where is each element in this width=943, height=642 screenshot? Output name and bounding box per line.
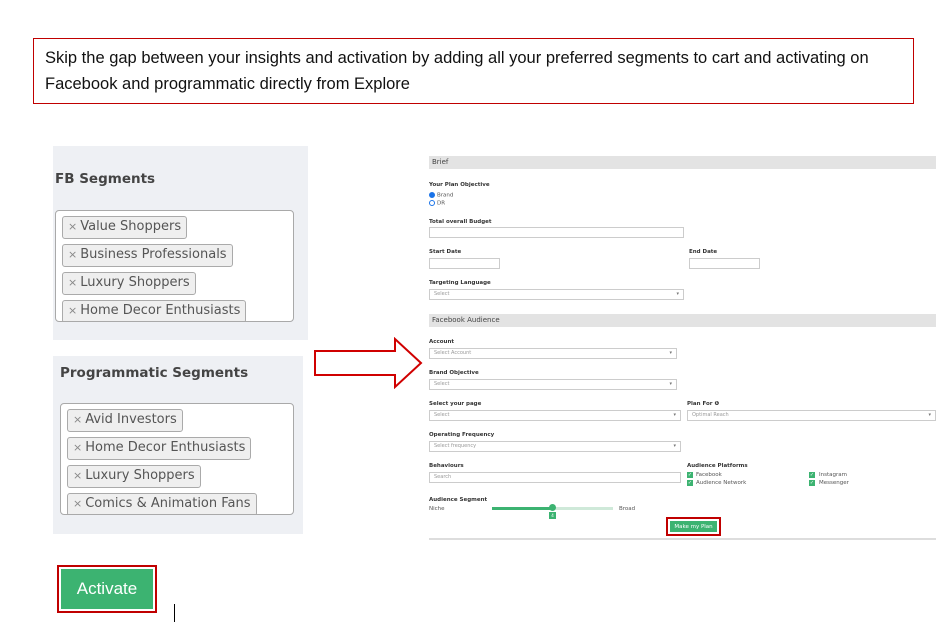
right-arrow-icon — [313, 337, 425, 389]
objective-option-brand[interactable] — [429, 192, 453, 199]
activate-button[interactable]: Activate — [61, 569, 153, 609]
plan-for-text: Plan For — [687, 401, 713, 407]
fb-segments-title: FB Segments — [55, 171, 156, 187]
account-select[interactable] — [429, 348, 677, 359]
info-icon[interactable]: ❶ — [714, 401, 720, 407]
objective-option-label: Brand — [437, 192, 454, 199]
chevron-down-icon: ▾ — [669, 381, 672, 387]
chevron-down-icon: ▾ — [673, 412, 676, 418]
programmatic-segment-tag — [67, 465, 201, 488]
select-value: Optimal Reach — [692, 412, 729, 418]
programmatic-segment-tag — [67, 437, 251, 460]
programmatic-segments-tag-box[interactable] — [60, 403, 294, 515]
audience-platforms-label: Audience Platforms — [687, 463, 748, 469]
plan-form — [429, 155, 936, 540]
objective-option-dr[interactable] — [429, 200, 445, 207]
platform-audience-network-label: Audience Network — [696, 480, 747, 486]
fb-segment-tag — [62, 272, 196, 295]
select-value: Select — [434, 412, 450, 418]
remove-tag-icon[interactable]: × — [73, 497, 83, 510]
operating-frequency-label: Operating Frequency — [429, 432, 495, 438]
total-budget-label: Total overall Budget — [429, 219, 492, 225]
select-value: Select — [434, 291, 450, 297]
checkbox-checked-icon[interactable]: ✓ — [687, 472, 693, 478]
broad-label: Broad — [619, 506, 636, 512]
plan-for-select[interactable] — [687, 410, 936, 421]
brand-objective-select[interactable] — [429, 379, 677, 390]
remove-tag-icon[interactable]: × — [68, 248, 78, 261]
remove-tag-icon[interactable]: × — [73, 441, 83, 454]
checkbox-checked-icon[interactable]: ✓ — [809, 480, 815, 486]
checkbox-checked-icon[interactable]: ✓ — [687, 480, 693, 486]
plan-objective-label: Your Plan Objective — [429, 182, 490, 188]
remove-tag-icon[interactable]: × — [68, 276, 78, 289]
platform-instagram-label: Instagram — [819, 472, 847, 478]
tag-label: Value Shoppers — [80, 219, 182, 234]
start-date-label: Start Date — [429, 249, 462, 255]
programmatic-segment-tag — [67, 409, 183, 432]
brand-objective-label: Brand Objective — [429, 370, 479, 376]
end-date-label: End Date — [689, 249, 718, 255]
operating-frequency-select[interactable] — [429, 441, 681, 452]
platform-facebook-label: Facebook — [696, 472, 722, 478]
plan-for-label — [687, 401, 719, 407]
search-placeholder: Search — [434, 474, 452, 480]
make-plan-highlight — [666, 517, 721, 536]
remove-tag-icon[interactable]: × — [68, 220, 78, 233]
objective-option-label: DR — [437, 200, 446, 207]
select-value: Select — [434, 381, 450, 387]
checkbox-checked-icon[interactable]: ✓ — [809, 472, 815, 478]
form-bottom-divider — [429, 538, 936, 540]
activate-highlight — [57, 565, 157, 613]
programmatic-segments-panel — [53, 356, 303, 534]
fb-segment-tag — [62, 244, 233, 267]
audience-segment-label: Audience Segment — [429, 497, 488, 503]
text-cursor — [174, 604, 175, 622]
facebook-audience-section-header: Facebook Audience — [429, 314, 936, 327]
callout-text: Skip the gap between your insights and activation by adding all your preferred segments to cart and activating on Facebook and programmatic directly from Explore — [45, 49, 869, 93]
make-my-plan-button[interactable]: Make my Plan — [670, 521, 717, 532]
tag-label: Luxury Shoppers — [85, 468, 195, 483]
programmatic-segments-title: Programmatic Segments — [60, 365, 249, 381]
radio-selected-icon[interactable] — [429, 192, 435, 198]
chevron-down-icon: ▾ — [673, 443, 676, 449]
start-date-input[interactable] — [429, 258, 500, 269]
radio-icon[interactable] — [429, 200, 435, 206]
behaviours-label: Behaviours — [429, 463, 464, 469]
callout-box — [33, 38, 914, 104]
chevron-down-icon: ▾ — [676, 291, 679, 297]
targeting-language-label: Targeting Language — [429, 280, 491, 286]
select-page-label: Select your page — [429, 401, 482, 407]
tag-label: Business Professionals — [80, 247, 227, 262]
niche-label: Niche — [429, 506, 445, 512]
remove-tag-icon[interactable]: × — [73, 469, 83, 482]
targeting-language-select[interactable] — [429, 289, 684, 300]
select-value: Select frequency — [434, 443, 477, 449]
tag-label: Home Decor Enthusiasts — [80, 303, 241, 318]
platform-messenger-label: Messenger — [819, 480, 849, 486]
remove-tag-icon[interactable]: × — [73, 413, 83, 426]
select-page-select[interactable] — [429, 410, 681, 421]
tag-label: Comics & Animation Fans — [85, 496, 251, 511]
slider-value-badge: 4 — [549, 512, 556, 519]
fb-segments-tag-box[interactable] — [55, 210, 294, 322]
total-budget-input[interactable] — [429, 227, 684, 238]
fb-segment-tag — [62, 300, 246, 322]
behaviours-search-input[interactable] — [429, 472, 681, 483]
brief-section-header: Brief — [429, 156, 936, 169]
select-value: Select Account — [434, 350, 472, 356]
end-date-input[interactable] — [689, 258, 760, 269]
tag-label: Avid Investors — [85, 412, 177, 427]
remove-tag-icon[interactable]: × — [68, 304, 78, 317]
chevron-down-icon: ▾ — [669, 350, 672, 356]
fb-segment-tag — [62, 216, 187, 239]
programmatic-segment-tag — [67, 493, 257, 515]
chevron-down-icon: ▾ — [928, 412, 931, 418]
fb-segments-panel — [53, 146, 308, 340]
tag-label: Luxury Shoppers — [80, 275, 190, 290]
tag-label: Home Decor Enthusiasts — [85, 440, 246, 455]
account-label: Account — [429, 339, 455, 345]
slider-handle[interactable] — [549, 504, 556, 511]
